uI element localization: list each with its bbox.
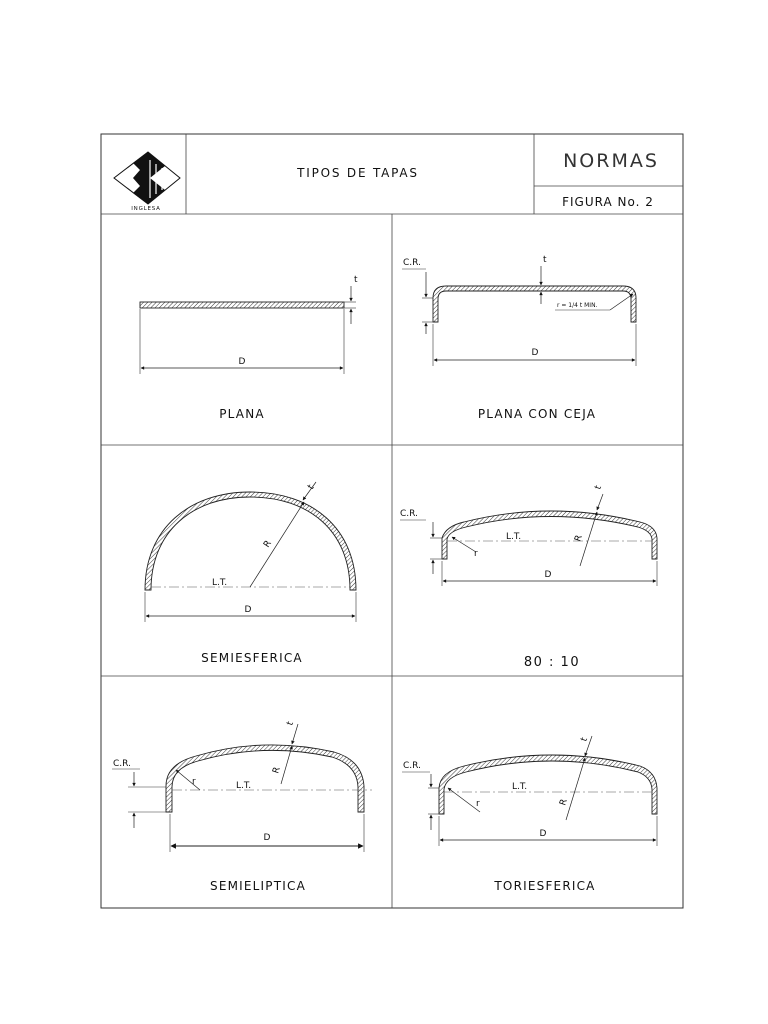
head-semiesferica	[145, 482, 356, 622]
plana-thickness-label: t	[354, 275, 358, 285]
head-semieliptica	[112, 720, 372, 852]
tori-crown-radius-line	[566, 758, 585, 820]
plana-plate	[140, 302, 344, 308]
caption-semiesferica: SEMIESFERICA	[201, 651, 303, 665]
ratio-crown-radius-label: R	[573, 533, 585, 543]
logo-text: INGLESA	[131, 206, 161, 212]
ceja-diameter-label: D	[531, 348, 539, 358]
head-80-10	[400, 484, 657, 586]
ceja-radius-note: r = 1/4 t MIN.	[557, 302, 598, 309]
elliptic-crown-radius-label: R	[271, 765, 283, 775]
tori-lt-label: L.T.	[512, 782, 528, 792]
hemisphere-shell	[145, 492, 356, 590]
elliptic-diameter-label: D	[263, 833, 271, 843]
ratio-diameter-label: D	[544, 570, 552, 580]
norm-title: NORMAS	[563, 150, 659, 172]
elliptic-thickness-label: t	[285, 720, 297, 728]
ceja-thickness-label: t	[543, 255, 547, 265]
hemi-thickness-label: t	[306, 483, 317, 492]
hemi-radius-label: R	[262, 538, 274, 550]
torispherical-shell	[439, 755, 657, 814]
head-toriesferica	[402, 736, 657, 846]
tori-diameter-label: D	[539, 829, 547, 839]
ceja-cr-label: C.R.	[403, 258, 421, 268]
caption-semieliptica: SEMIELIPTICA	[210, 879, 306, 893]
head-plana	[140, 275, 358, 374]
tori-thickness-label: t	[579, 736, 591, 744]
head-plana-con-ceja	[402, 255, 636, 366]
caption-80-10: 80 : 10	[523, 655, 581, 670]
elliptic-crown-radius-line	[281, 746, 292, 784]
ratio-lt-label: L.T.	[506, 532, 522, 542]
hemi-diameter-label: D	[244, 605, 252, 615]
drawing-title: TIPOS DE TAPAS	[297, 166, 419, 180]
ratio-knuckle-label: r	[474, 549, 478, 559]
ratio-cr-label: C.R.	[400, 509, 418, 519]
elliptic-knuckle-label: r	[192, 777, 196, 787]
elliptic-lt-label: L.T.	[236, 781, 252, 791]
tori-cr-label: C.R.	[403, 761, 421, 771]
figure-number: FIGURA No. 2	[562, 195, 654, 209]
caption-plana: PLANA	[219, 407, 265, 421]
caption-plana-con-ceja: PLANA CON CEJA	[477, 407, 597, 421]
caption-toriesferica: TORIESFERICA	[494, 879, 596, 893]
tori-knuckle-label: r	[476, 799, 480, 809]
tori-crown-radius-label: R	[558, 797, 570, 807]
company-logo	[114, 152, 180, 212]
hemi-radius-line	[250, 502, 304, 587]
plana-diameter-label: D	[238, 357, 246, 367]
hemi-lt-label: L.T.	[212, 578, 228, 588]
ratio-thickness-label: t	[593, 484, 605, 492]
flanged-flat-shell	[433, 286, 636, 322]
elliptic-cr-label: C.R.	[113, 759, 131, 769]
